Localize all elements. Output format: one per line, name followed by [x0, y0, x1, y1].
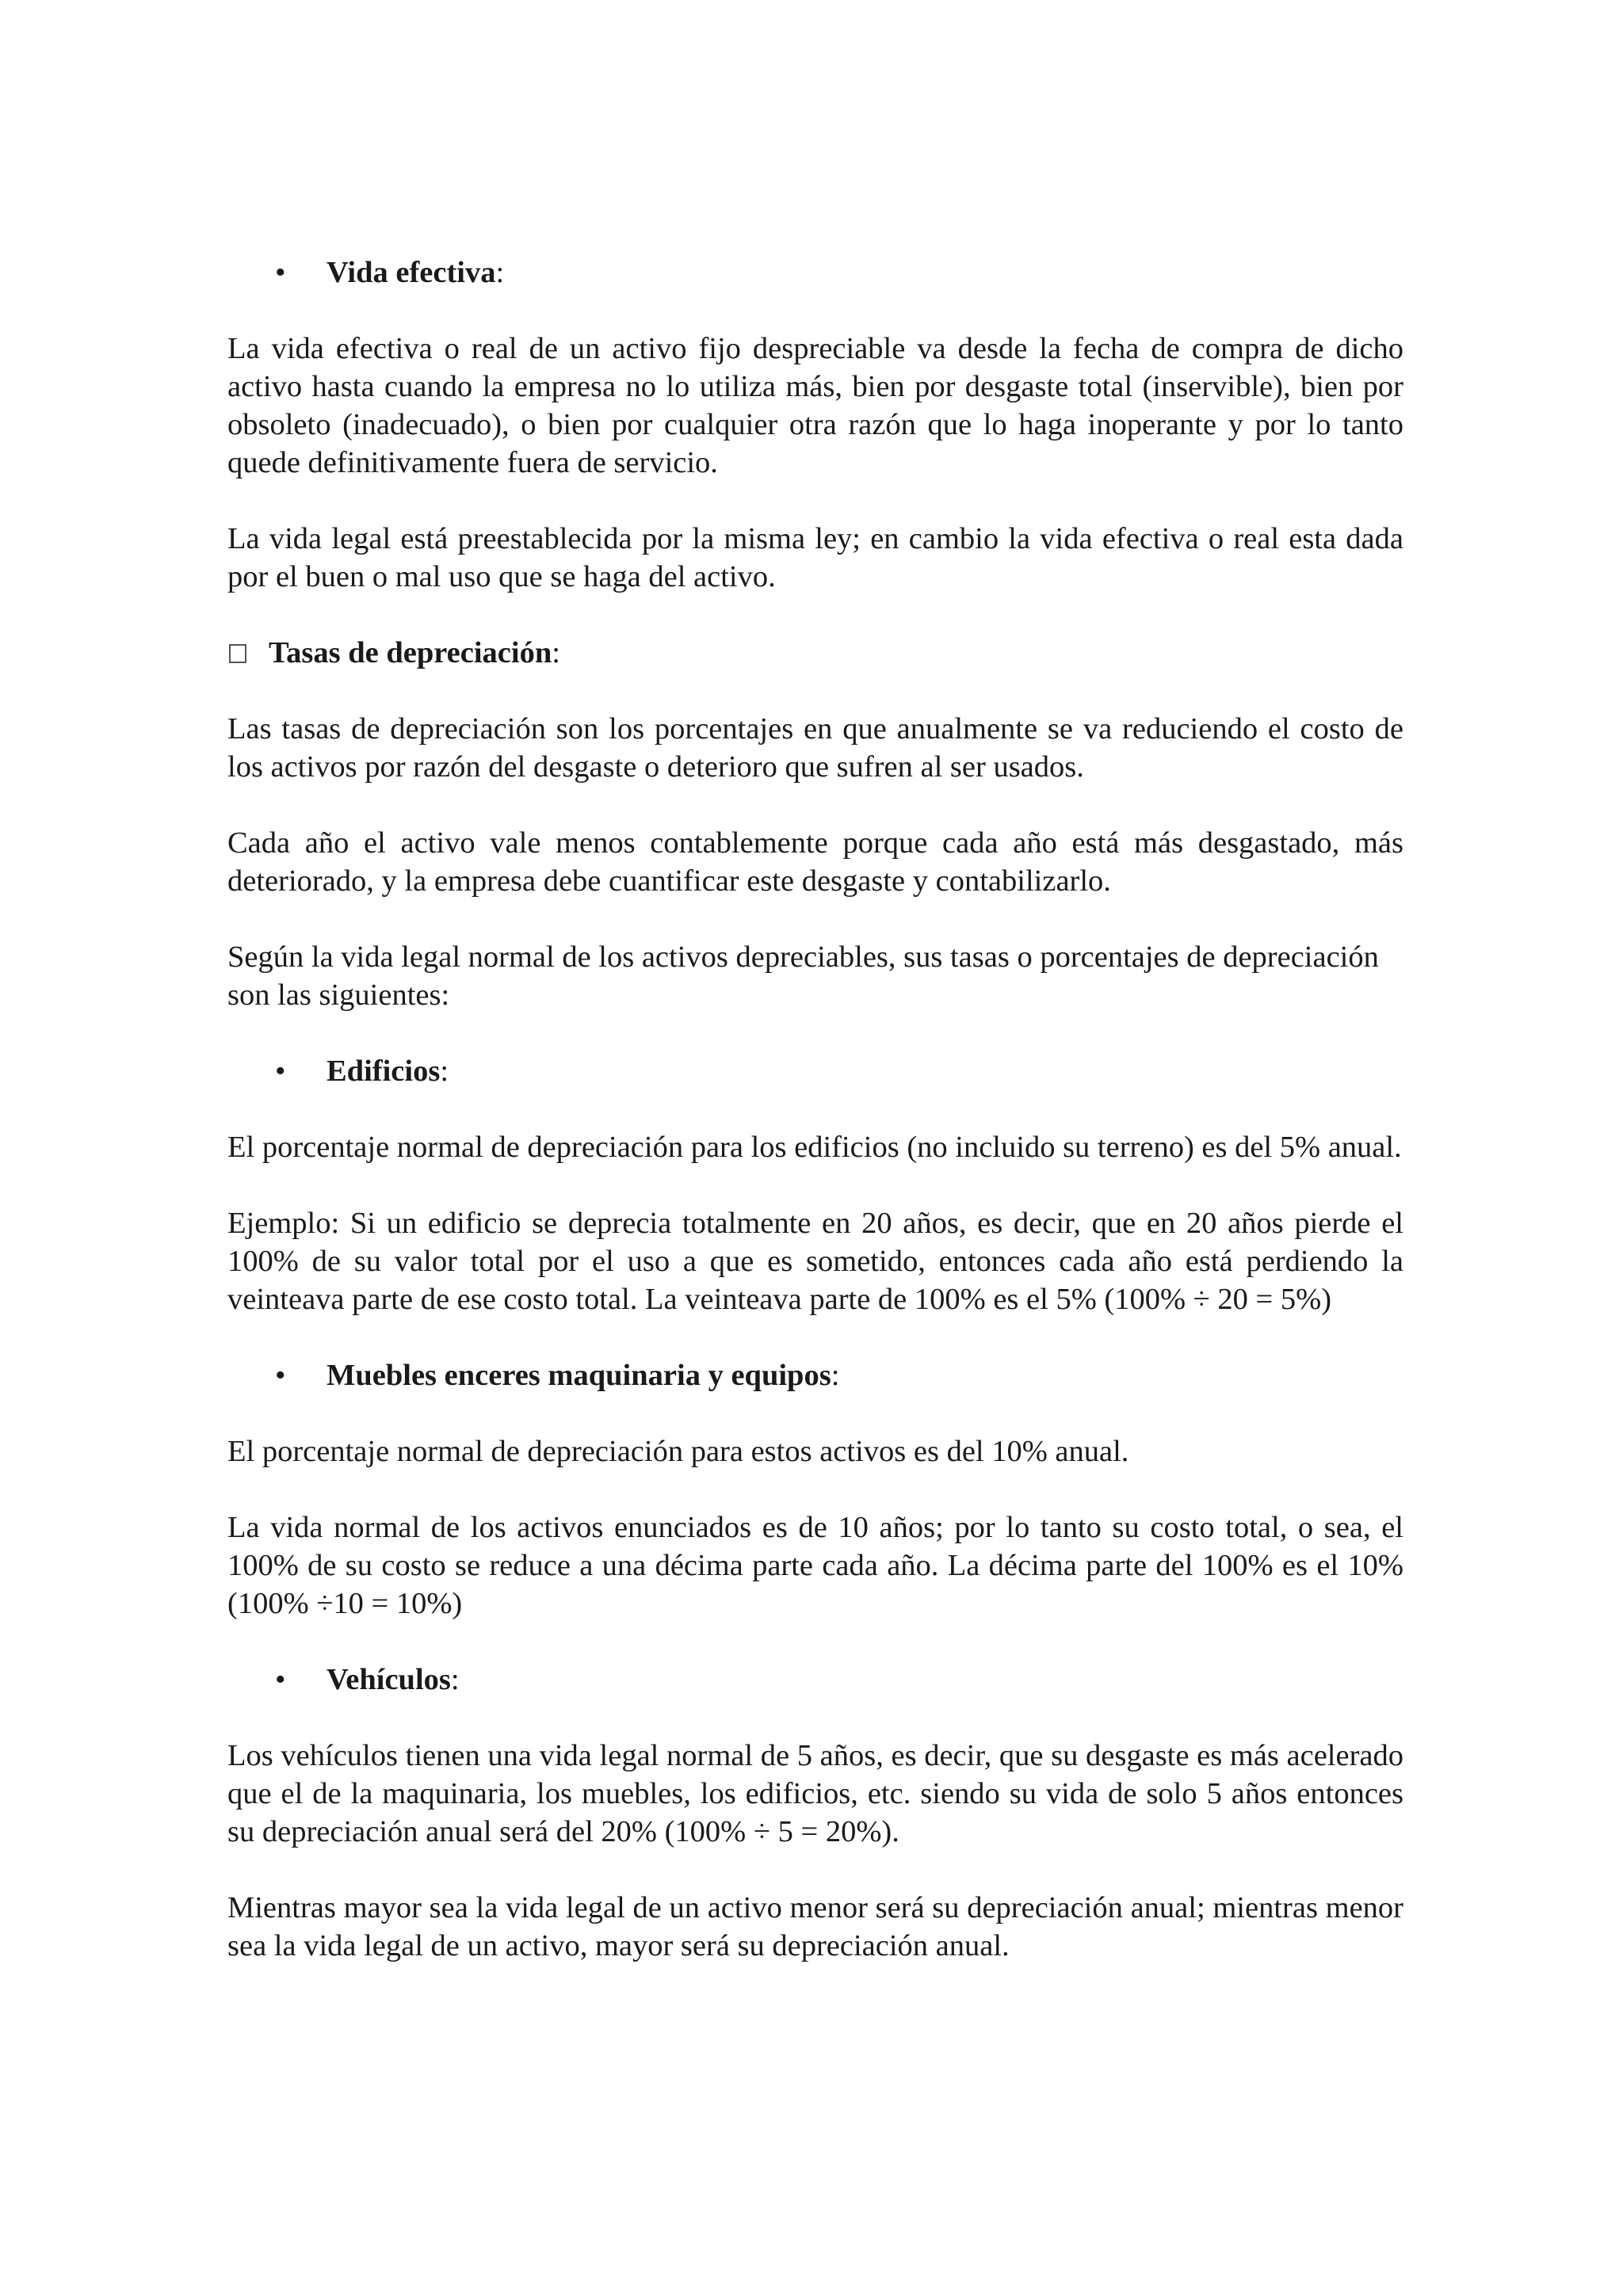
heading-title: Muebles enceres maquinaria y equipos: [327, 1359, 831, 1392]
paragraph-muebles-porcentaje: El porcentaje normal de depreciación para estos activos es del 10% anual.: [227, 1435, 1129, 1468]
bullet-icon: •: [275, 256, 286, 289]
heading-label: [327, 1661, 460, 1699]
paragraph-mientras-mayor: Mientras mayor sea la vida legal de un activo menor será su depreciación anual; mientras menor sea la vida legal de un activo, mayor será su depreciación anual.: [227, 1891, 1403, 1962]
paragraph-segun-vida-legal: Según la vida legal normal de los activos depreciables, sus tasas o porcentajes de depreciación son las siguientes:: [227, 940, 1379, 1012]
heading-title: Edificios: [327, 1055, 441, 1088]
bullet-icon: •: [275, 1359, 286, 1392]
heading-title: Vehículos: [327, 1663, 451, 1696]
heading-tasas-depreciacion: [227, 634, 1403, 672]
paragraph-vida-legal-vs-efectiva: La vida legal está preestablecida por la misma ley; en cambio la vida efectiva o real esta dada por el buen o mal uso que se haga del activo.: [227, 522, 1403, 593]
heading-vehiculos: [227, 1661, 1403, 1699]
document-page: [227, 254, 1403, 1965]
heading-colon: :: [495, 256, 505, 289]
heading-label: [269, 634, 560, 672]
heading-edificios: [227, 1052, 1403, 1090]
paragraph-cada-anio: Cada año el activo vale menos contablemente porque cada año está más desgastado, más deteriorado, y la empresa debe cuantificar este desgaste y contabilizarlo.: [227, 826, 1403, 898]
heading-colon: :: [552, 636, 560, 669]
heading-label: [327, 1052, 449, 1090]
paragraph-tasas-definicion: Las tasas de depreciación son los porcentajes en que anualmente se va reduciendo el costo de los activos por razón del desgaste o deterioro que sufren al ser usados.: [227, 712, 1403, 784]
bullet-icon: •: [275, 1663, 286, 1696]
bullet-icon: •: [275, 1055, 286, 1088]
heading-colon: :: [440, 1055, 449, 1088]
heading-vida-efectiva: [227, 254, 1403, 292]
heading-title: Tasas de depreciación: [269, 636, 552, 669]
paragraph-edificios-porcentaje: El porcentaje normal de depreciación para los edificios (no incluido su terreno) es del 5% anual.: [227, 1131, 1402, 1164]
heading-title: Vida efectiva: [327, 256, 496, 289]
heading-colon: :: [450, 1663, 460, 1696]
checkbox-glyph-icon: [229, 644, 246, 663]
heading-label: [327, 1356, 839, 1394]
heading-colon: :: [831, 1359, 840, 1392]
paragraph-vehiculos: Los vehículos tienen una vida legal normal de 5 años, es decir, que su desgaste es más acelerado que el de la maquinaria, los muebles, los edificios, etc. siendo su vida de solo 5 años entonces su depreciación anual será del 20% (100% ÷ 5 = 20%).: [227, 1739, 1403, 1848]
paragraph-edificios-ejemplo: Ejemplo: Si un edificio se deprecia totalmente en 20 años, es decir, que en 20 años pierde el 100% de su valor total por el uso a que es sometido, entonces cada año está perdiendo la veinteava parte de ese costo total. La veinteava parte de 100% es el 5% (100% ÷ 20 = 5%): [227, 1207, 1403, 1316]
paragraph-muebles-vida-normal: La vida normal de los activos enunciados es de 10 años; por lo tanto su costo total, o sea, el 100% de su costo se reduce a una décima parte cada año. La décima parte del 100% es el 10% (100% ÷10 = 10%): [227, 1511, 1403, 1620]
heading-label: [327, 254, 504, 292]
paragraph-vida-efectiva-definicion: La vida efectiva o real de un activo fijo despreciable va desde la fecha de compra de dicho activo hasta cuando la empresa no lo utiliza más, bien por desgaste total (inservible), bien por obsoleto (inadecuado), o bien por cualquier otra razón que lo haga inoperante y por lo tanto quede definitivamente fuera de servicio.: [227, 332, 1403, 479]
heading-muebles: [227, 1356, 1403, 1394]
